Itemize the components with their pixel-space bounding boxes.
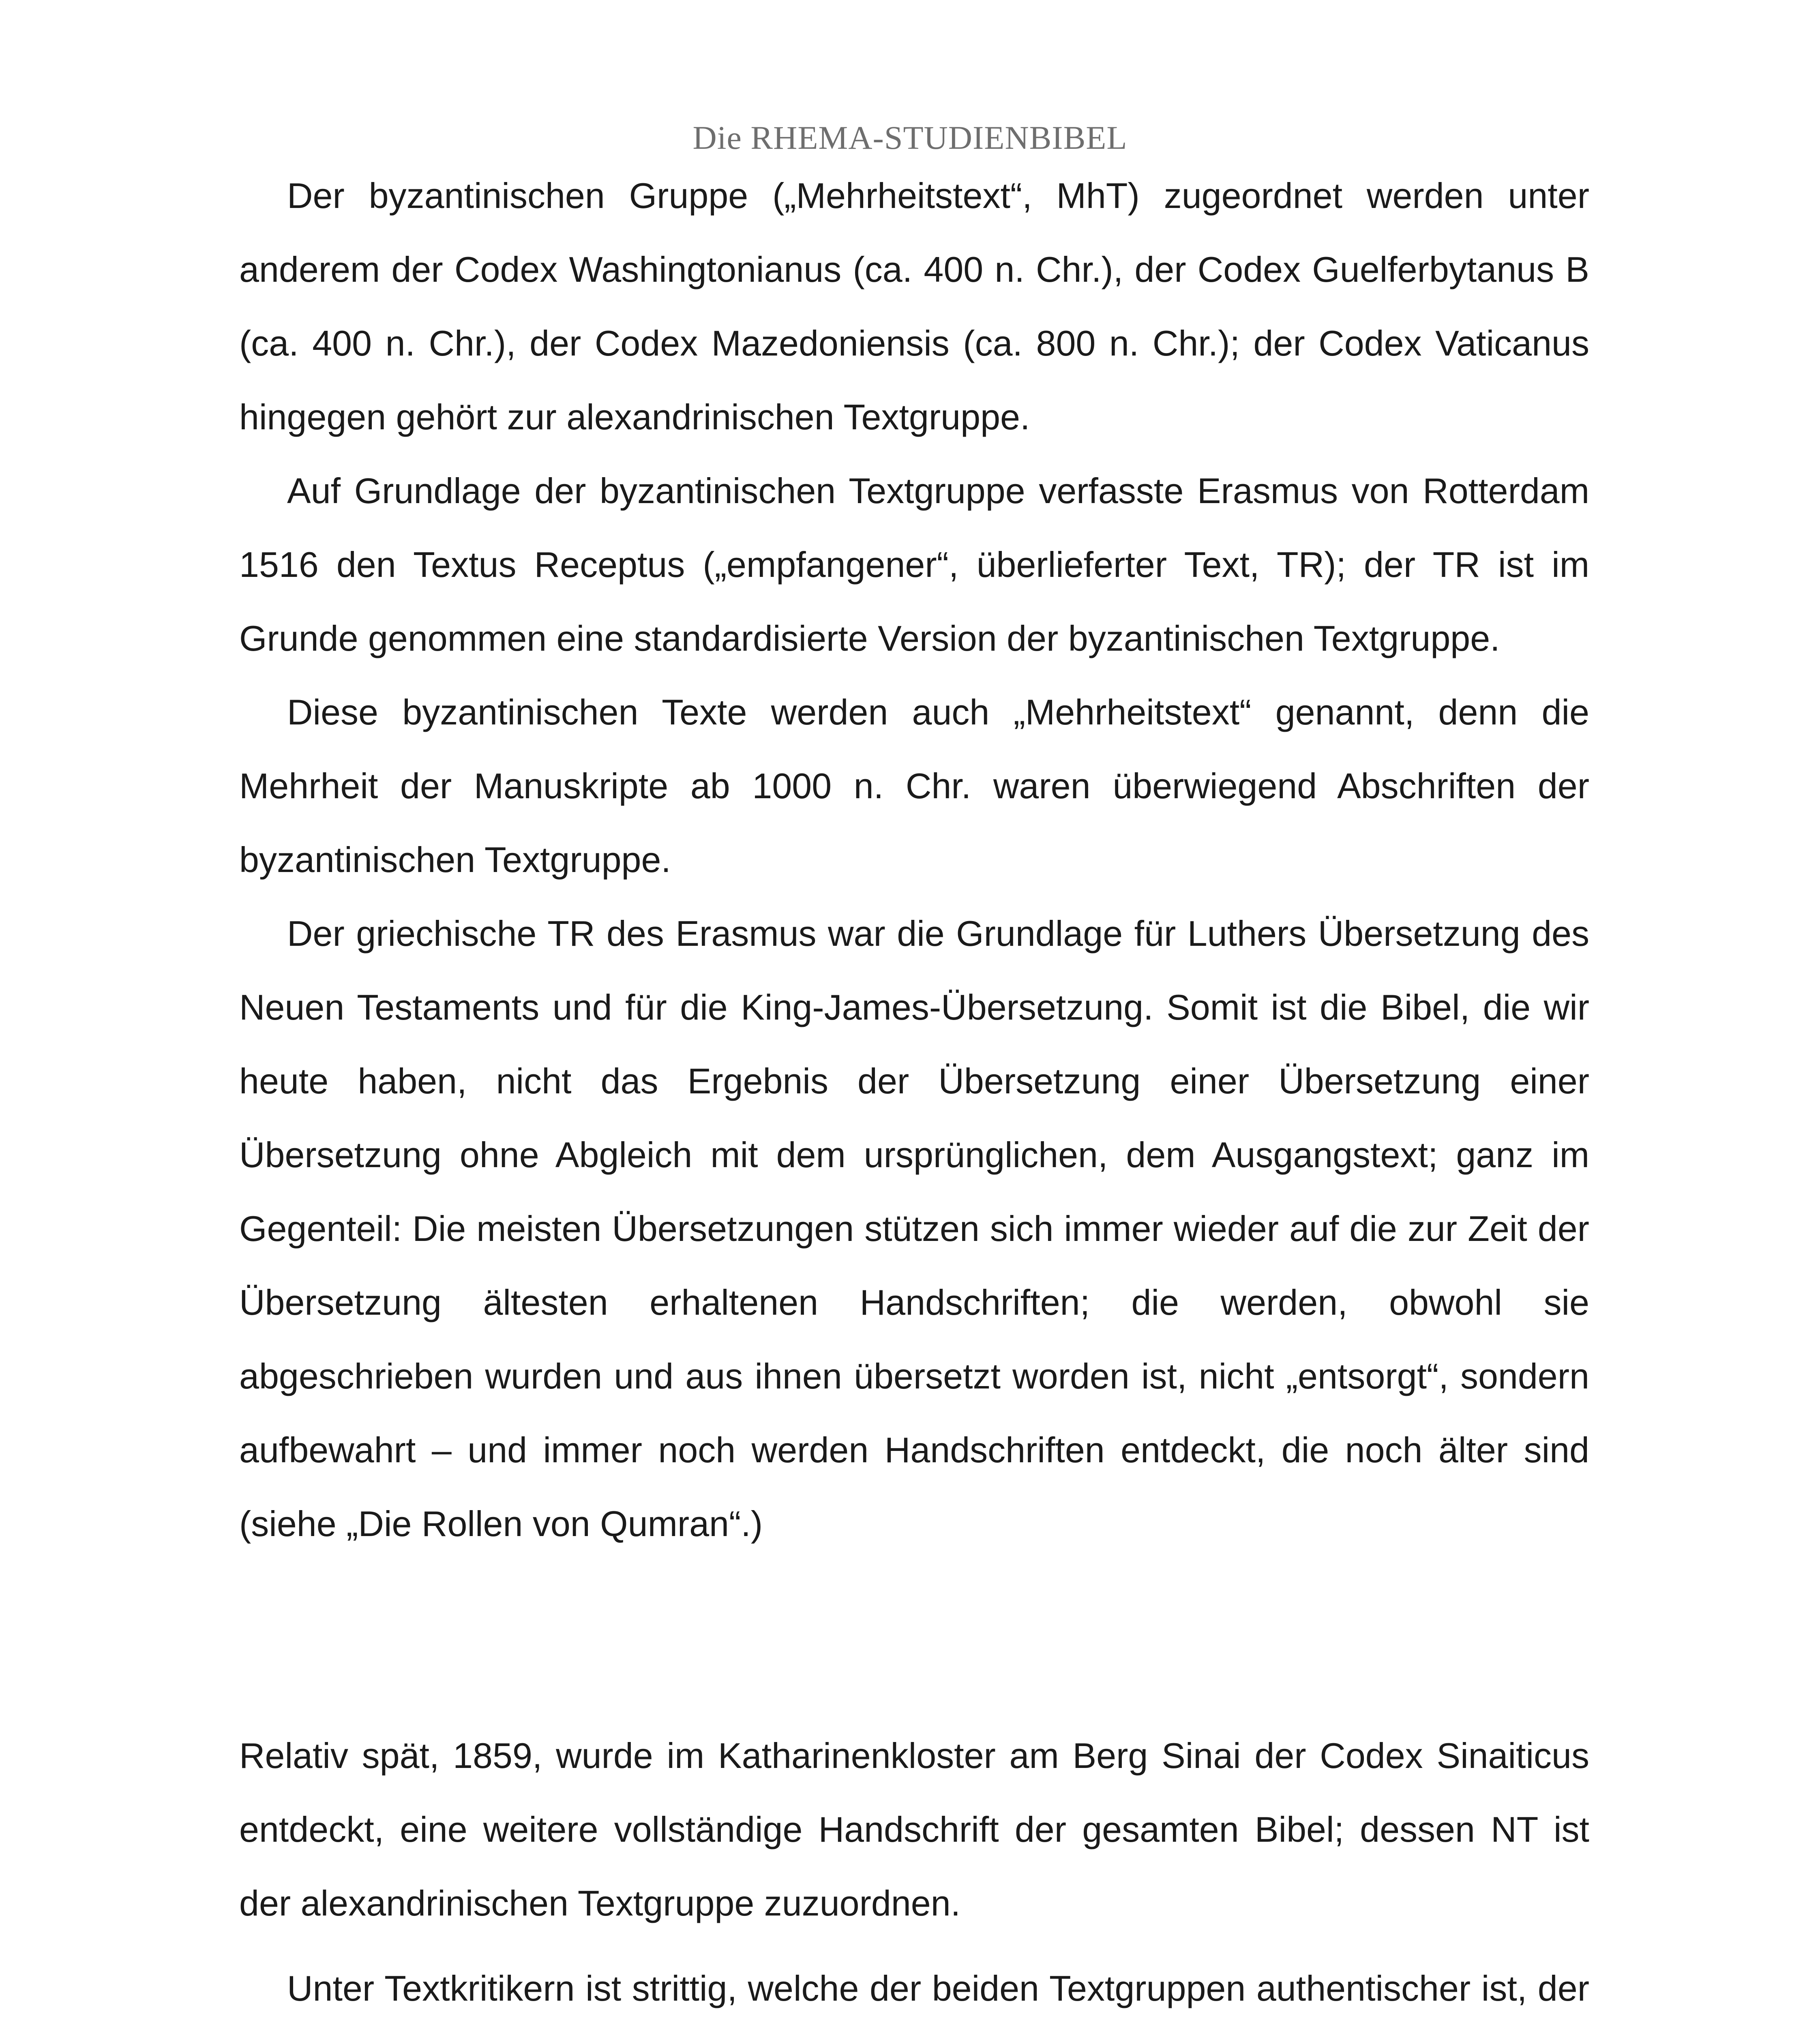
paragraph-luther-kjv: Der griechische TR des Erasmus war die Grundlage für Luthers Übersetzung des Neuen Testaments und für die King-James-Übersetzung. Somit ist die Bibel, die wir heute haben, nicht das Ergebnis der Übersetzung einer Übersetzung einer Übersetzung ohne Abgleich mit dem ursprünglichen, dem Ausgangstext; ganz im Gegenteil: Die meisten Übersetzungen stützen sich immer wieder auf die zur Zeit der Übersetzung ältesten erhaltenen Handschriften; die werden, obwohl sie abgeschrieben wurden und aus ihnen übersetzt worden ist, nicht „entsorgt“, sondern aufbewahrt – und immer noch werden Handschriften entdeckt, die noch älter sind (siehe „Die Rollen von Qumran“.): [239, 913, 1589, 1544]
paragraph-byzantine-group: Der byzantinischen Gruppe („Mehrheitstext“, MhT) zugeordnet werden unter anderem der Codex Washingtonianus (ca. 400 n. Chr.), der Codex Guelferbytanus B (ca. 400 n. Chr.), der Codex Mazedoniensis (ca. 800 n. Chr.); der Codex Vaticanus hingegen gehört zur alexandrinischen Textgruppe.: [239, 176, 1589, 437]
body-text: [239, 159, 1589, 2027]
paragraph-textus-receptus: Auf Grundlage der byzantinischen Textgruppe verfasste Erasmus von Rotterdam 1516 den Textus Receptus („empfangener“, überlieferter Text, TR); der TR ist im Grunde genommen eine standardisierte Version der byzantinischen Textgruppe.: [239, 471, 1589, 658]
paragraph-textual-critics: Unter Textkritikern ist strittig, welche der beiden Textgruppen authentischer ist, der: [287, 1968, 1589, 2008]
running-header: Die RHEMA-STUDIENBIBEL: [692, 119, 1128, 156]
paragraph-codex-sinaiticus: Relativ spät, 1859, wurde im Katharinenkloster am Berg Sinai der Codex Sinaiticus entdeckt, eine weitere vollständige Handschrift der gesamten Bibel; dessen NT ist der alexandrinischen Textgruppe zuzuordnen.: [239, 1736, 1589, 1923]
paragraph-majority-text: Diese byzantinischen Texte werden auch „Mehrheitstext“ genannt, denn die Mehrheit der Manuskripte ab 1000 n. Chr. waren überwiegend Abschriften der byzantinischen Textgruppe.: [239, 692, 1589, 880]
